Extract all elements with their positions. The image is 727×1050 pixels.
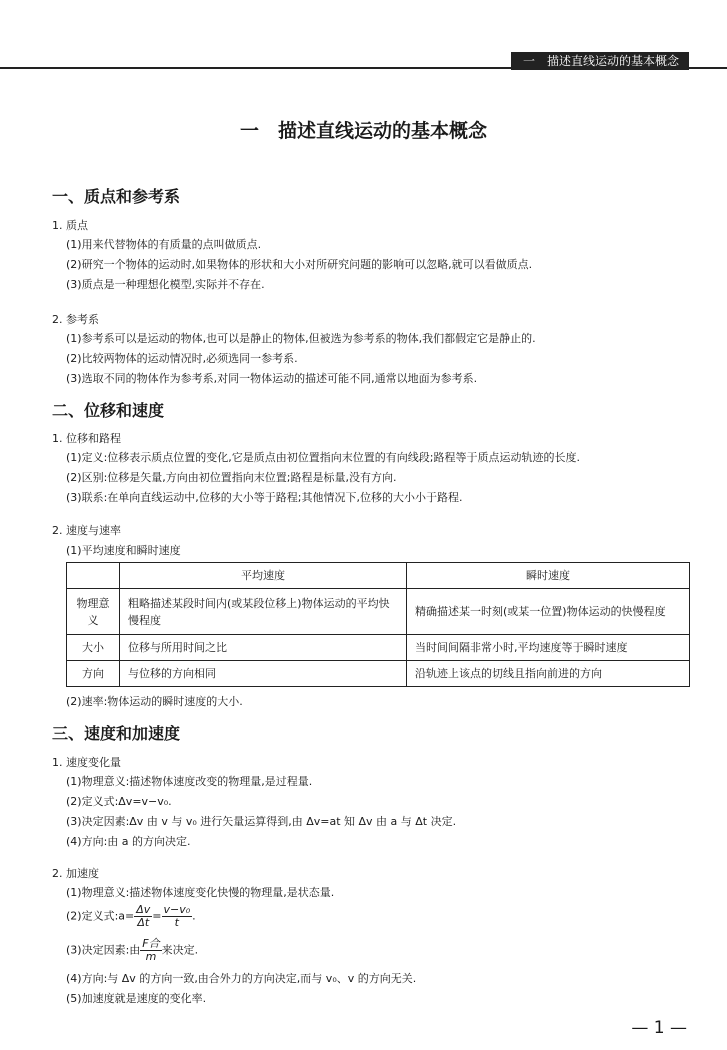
table-cell: 位移与所用时间之比 <box>120 635 407 661</box>
equals-sign: = <box>152 909 162 923</box>
table-row <box>67 661 690 687</box>
text-line: (1)参考系可以是运动的物体,也可以是静止的物体,但被选为参考系的物体,我们都假定它是静止的. <box>66 332 536 345</box>
text-line: (2)比较两物体的运动情况时,必须选同一参考系. <box>66 352 298 365</box>
formula-prefix: (2)定义式:a= <box>66 909 135 923</box>
text-line: (2)区别:位移是矢量,方向由初位置指向末位置;路程是标量,没有方向. <box>66 471 397 484</box>
text-line: (1)平均速度和瞬时速度 <box>66 544 181 557</box>
text-line: (3)选取不同的物体作为参考系,对同一物体运动的描述可能不同,通常以地面为参考系. <box>66 372 478 385</box>
table-row <box>67 635 690 661</box>
fraction-denominator: m <box>145 950 157 964</box>
table-cell: 大小 <box>67 635 120 661</box>
subsection-title: 1. 质点 <box>52 219 88 232</box>
table-cell: 与位移的方向相同 <box>120 661 407 687</box>
text-line: (2)研究一个物体的运动时,如果物体的形状和大小对所研究问题的影响可以忽略,就可以看做质点. <box>66 258 533 271</box>
text-line: (2)速率:物体运动的瞬时速度的大小. <box>66 695 243 708</box>
fraction <box>134 904 152 929</box>
fraction-numerator: v−v₀ <box>163 903 191 916</box>
fraction-numerator: F合 <box>142 937 160 950</box>
section-heading-1: 一、质点和参考系 <box>52 187 181 206</box>
text-line: (3)决定因素:Δv 由 v 与 v₀ 进行矢量运算得到,由 Δv=at 知 Δv 由 a 与 Δt 决定. <box>66 815 457 828</box>
table-row <box>67 589 690 635</box>
text-line: (1)物理意义:描述物体速度改变的物理量,是过程量. <box>66 775 313 788</box>
page-number: — 1 — <box>631 1018 687 1038</box>
table-header-cell: 平均速度 <box>120 563 407 589</box>
table-cell: 沿轨迹上该点的切线且指向前进的方向 <box>407 661 690 687</box>
fraction-denominator: Δt <box>137 916 150 930</box>
fraction-denominator: t <box>174 916 179 930</box>
table-cell: 粗略描述某段时间内(或某段位移上)物体运动的平均快慢程度 <box>120 589 407 635</box>
fraction <box>162 904 193 929</box>
table-cell: 精确描述某一时刻(或某一位置)物体运动的快慢程度 <box>407 589 690 635</box>
page-title: 一 描述直线运动的基本概念 <box>239 120 487 142</box>
text-line: (1)用来代替物体的有质量的点叫做质点. <box>66 238 262 251</box>
subsection-title: 1. 速度变化量 <box>52 756 121 769</box>
table-cell: 方向 <box>67 661 120 687</box>
running-header: 一 描述直线运动的基本概念 <box>511 52 689 70</box>
text-line: (5)加速度就是速度的变化率. <box>66 992 207 1005</box>
subsection-title: 2. 参考系 <box>52 313 99 326</box>
section-heading-3: 三、速度和加速度 <box>52 724 181 743</box>
table-cell: 物理意义 <box>67 589 120 635</box>
text-line: (4)方向:由 a 的方向决定. <box>66 835 191 848</box>
formula-suffix: . <box>192 909 196 923</box>
table-header-cell <box>67 563 120 589</box>
text-line: (1)定义:位移表示质点位置的变化,它是质点由初位置指向末位置的有向线段;路程等于质点运动轨迹的长度. <box>66 451 580 464</box>
velocity-comparison-table <box>66 562 690 687</box>
subsection-title: 2. 速度与速率 <box>52 524 121 537</box>
text-line: (1)物理意义:描述物体速度变化快慢的物理量,是状态量. <box>66 886 335 899</box>
subsection-title: 1. 位移和路程 <box>52 432 121 445</box>
definition-formula <box>66 904 196 929</box>
formula-suffix: 来决定. <box>161 943 199 957</box>
text-line: (4)方向:与 Δv 的方向一致,由合外力的方向决定,而与 v₀、v 的方向无关. <box>66 972 417 985</box>
text-line: (3)质点是一种理想化模型,实际并不存在. <box>66 278 265 291</box>
table-header-row <box>67 563 690 589</box>
table-header-cell: 瞬时速度 <box>407 563 690 589</box>
text-line: (3)联系:在单向直线运动中,位移的大小等于路程;其他情况下,位移的大小小于路程. <box>66 491 463 504</box>
determining-factor-formula <box>66 938 198 963</box>
text-line: (2)定义式:Δv=v−v₀. <box>66 795 172 808</box>
formula-prefix: (3)决定因素:由 <box>66 943 141 957</box>
subsection-title: 2. 加速度 <box>52 867 99 880</box>
fraction-numerator: Δv <box>136 903 151 916</box>
section-heading-2: 二、位移和速度 <box>52 401 165 420</box>
table-cell: 当时间间隔非常小时,平均速度等于瞬时速度 <box>407 635 690 661</box>
fraction <box>140 938 161 963</box>
